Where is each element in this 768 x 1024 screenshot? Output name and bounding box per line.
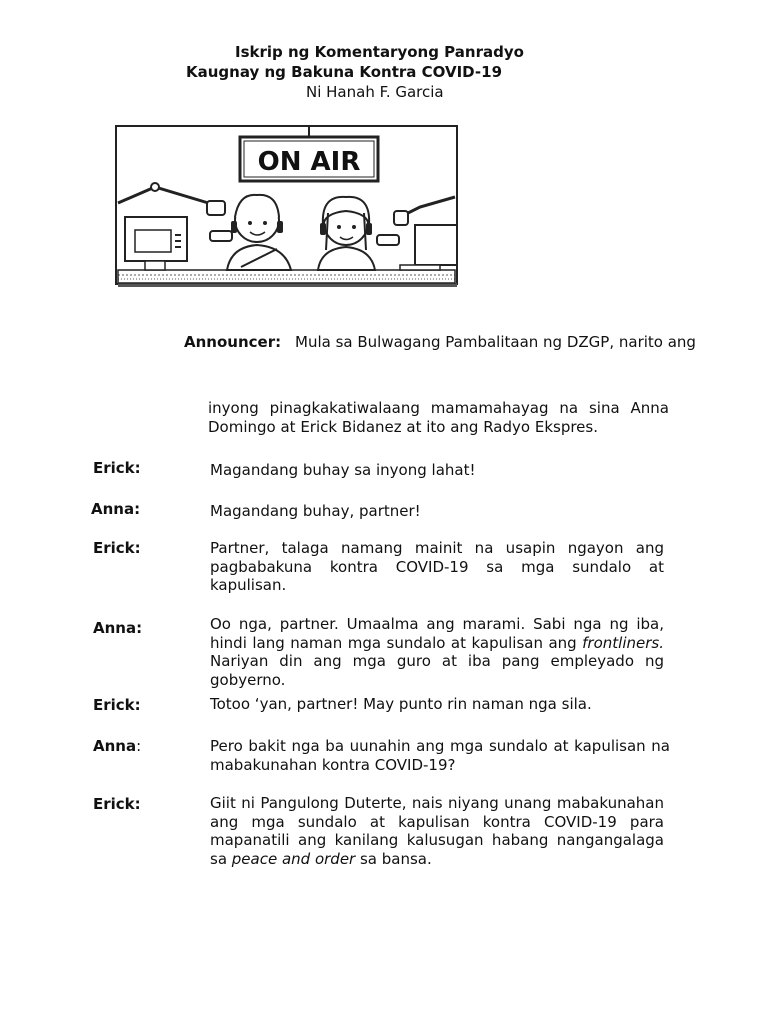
title-line-1: Iskrip ng Komentaryong Panradyo	[235, 43, 524, 61]
title-line-2: Kaugnay ng Bakuna Kontra COVID-19	[186, 63, 503, 81]
dialogue-line: Partner, talaga namang mainit na usapin ngayon ang pagbabakuna kontra COVID-19 sa mga sundalo at kapulisan.	[210, 539, 664, 594]
dialogue-text-part: Giit ni Pangulong Duterte, nais niyang unang mabakunahan ang mga sundalo at kapulisan kontra COVID-19 para mapanatili ang kanilang kalusugan habang nangangalaga sa	[210, 794, 664, 868]
dialogue-line: Totoo ‘yan, partner! May punto rin naman nga sila.	[210, 695, 592, 713]
speaker-colon: :	[136, 737, 142, 755]
on-air-sign-text: ON AIR	[257, 147, 361, 177]
dialogue-text-emphasis: peace and order	[231, 849, 356, 868]
on-air-illustration	[115, 125, 458, 287]
dialogue-line	[210, 794, 664, 868]
speaker-erick: Erick:	[93, 795, 141, 813]
dialogue-line: Pero bakit nga ba uunahin ang mga sundalo at kapulisan na mabakunahan kontra COVID-19?	[210, 737, 670, 774]
announcer-line-1: Mula sa Bulwagang Pambalitaan ng DZGP, narito ang	[295, 333, 696, 351]
announcer-line-2: inyong pinagkakatiwalaang mamamahayag na sina Anna Domingo at Erick Bidanez at ito ang Radyo Ekspres.	[208, 399, 669, 436]
speaker-anna: Anna:	[91, 500, 141, 518]
speaker-erick: Erick:	[93, 696, 141, 714]
speaker-anna: Anna:	[93, 619, 143, 637]
speaker-erick: Erick:	[93, 459, 141, 477]
dialogue-line	[210, 615, 664, 689]
dialogue-text-part: Oo nga, partner. Umaalma ang marami. Sabi nga ng iba, hindi lang naman mga sundalo at kapulisan ang	[210, 615, 664, 652]
dialogue-text-part: Nariyan din ang mga guro at iba pang empleyado ng gobyerno.	[210, 652, 664, 689]
speaker-anna: Anna	[93, 737, 137, 755]
dialogue-text-part: sa bansa.	[355, 849, 432, 868]
author-line: Ni Hanah F. Garcia	[306, 83, 444, 101]
dialogue-line: Magandang buhay sa inyong lahat!	[210, 461, 476, 479]
dialogue-text-emphasis: frontliners.	[582, 633, 664, 652]
announcer-label: Announcer:	[184, 333, 282, 351]
speaker-erick: Erick:	[93, 539, 141, 557]
dialogue-line: Magandang buhay, partner!	[210, 502, 421, 520]
speaker-anna-wrapper	[93, 737, 141, 755]
